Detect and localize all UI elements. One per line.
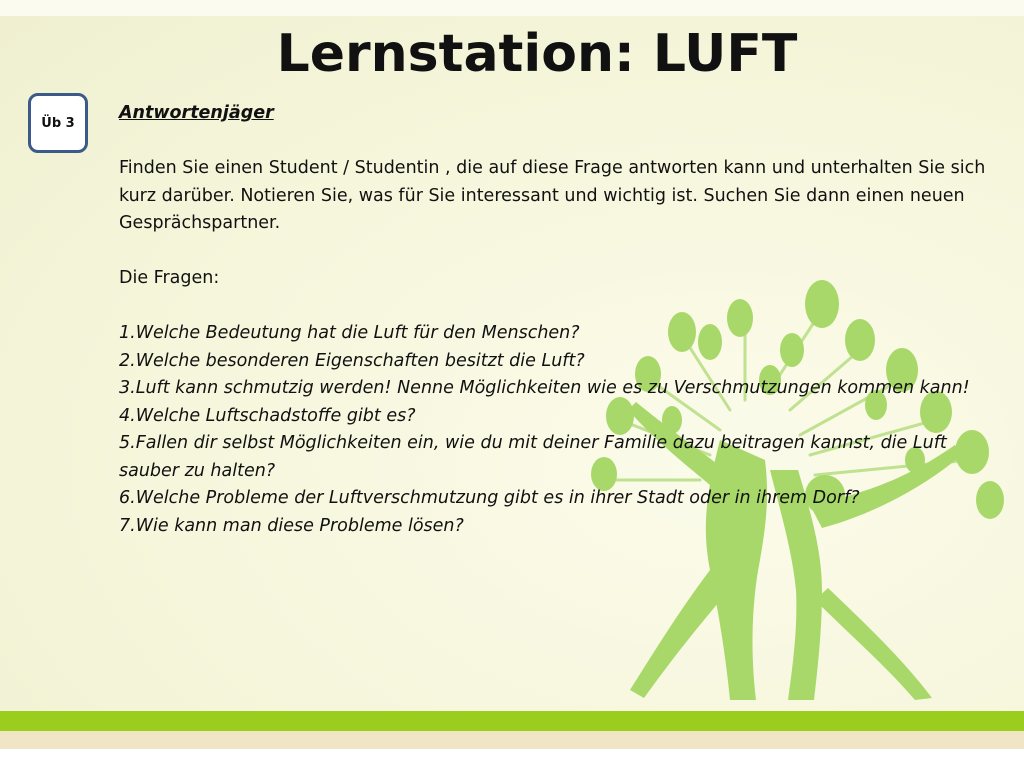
questions-label: Die Fragen: — [119, 268, 220, 288]
question-item: 5.Fallen dir selbst Möglichkeiten ein, wie du mit deiner Familie dazu beitragen kannst, die Luft sauber zu halten? — [119, 433, 947, 481]
slide-title: Lernstation: LUFT — [276, 24, 798, 84]
instructions-text: Finden Sie einen Student / Studentin , die auf diese Frage antworten kann und unterhalten Sie sich kurz darüber. Notieren Sie, was für Sie interessant und wichtig ist. Suchen Sie dann einen neuen Gesprächspartner. — [119, 158, 986, 233]
footer-band-beige — [0, 731, 1024, 749]
footer-band-white — [0, 749, 1024, 768]
question-item: 3.Luft kann schmutzig werden! Nenne Möglichkeiten wie es zu Verschmutzungen kommen kann! — [119, 378, 970, 398]
question-item: 1.Welche Bedeutung hat die Luft für den Menschen? — [119, 323, 580, 343]
question-item: 6.Welche Probleme der Luftverschmutzung gibt es in ihrer Stadt oder in ihrem Dorf? — [119, 488, 860, 508]
question-item: 4.Welche Luftschadstoffe gibt es? — [119, 405, 416, 426]
exercise-badge — [28, 93, 88, 153]
content-body — [119, 100, 999, 540]
footer-band-green — [0, 711, 1024, 731]
exercise-badge-label: Üb 3 — [41, 115, 75, 131]
exercise-heading: Antwortenjäger — [119, 103, 274, 123]
questions-list — [119, 320, 999, 540]
question-item: 7.Wie kann man diese Probleme lösen? — [119, 515, 464, 536]
top-strip — [0, 0, 1024, 16]
question-item: 2.Welche besonderen Eigenschaften besitzt die Luft? — [119, 350, 585, 371]
